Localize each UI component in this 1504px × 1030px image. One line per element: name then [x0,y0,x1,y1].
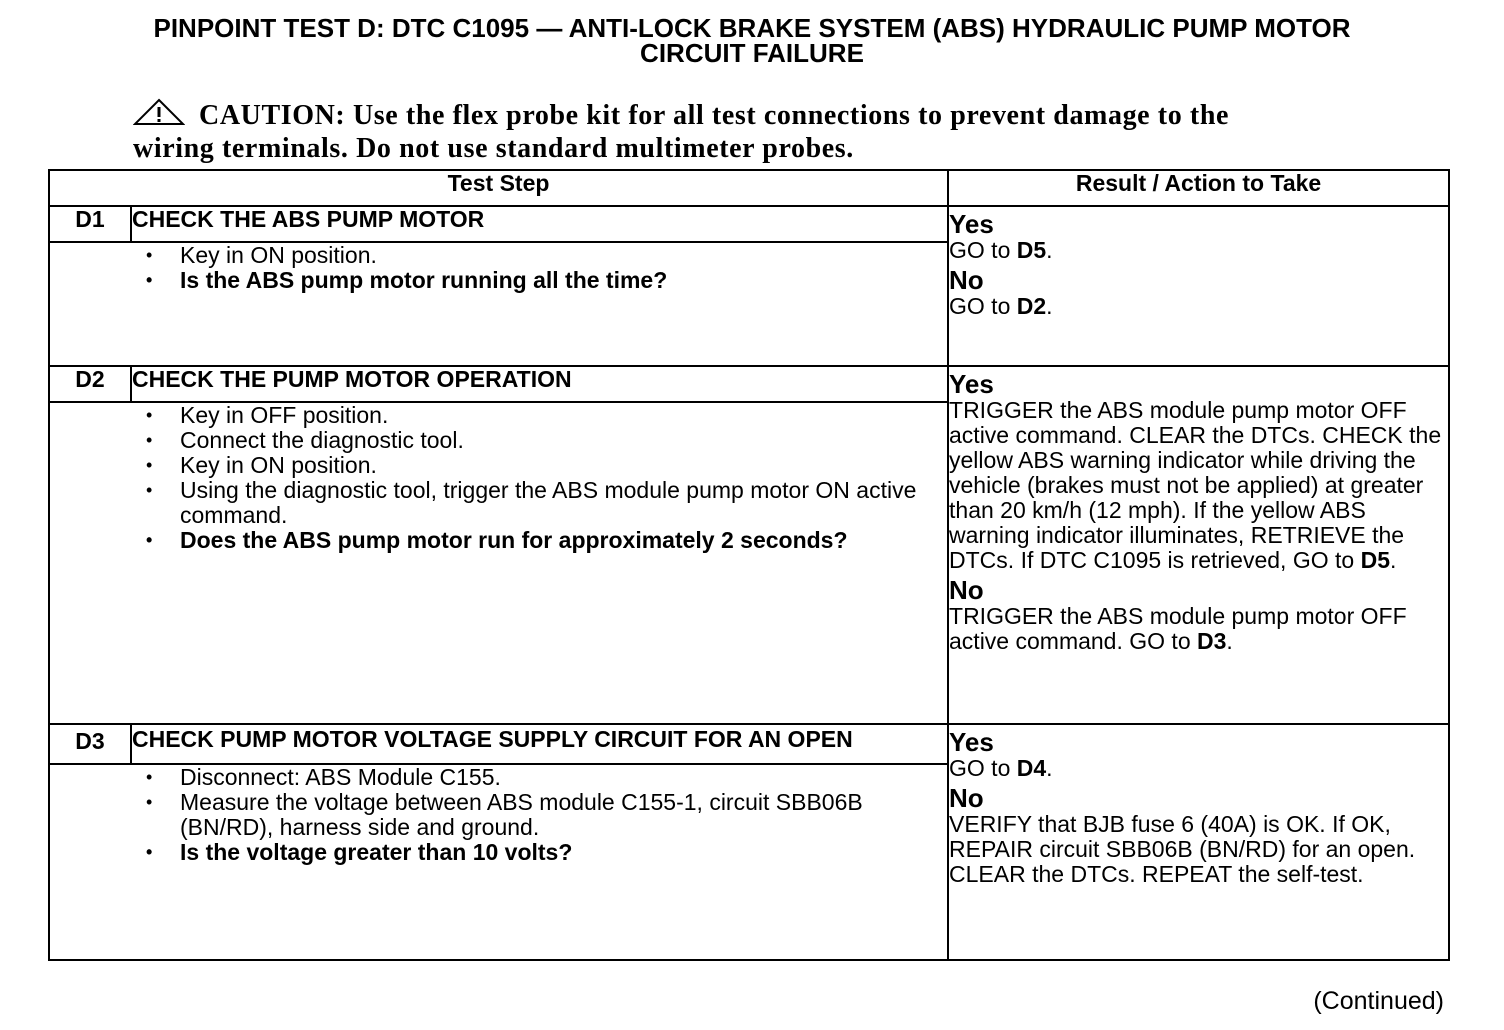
yes-label: Yes [949,727,994,757]
no-label: No [949,783,984,813]
step-result [948,724,1449,960]
no-action: GO to D2. [949,293,1053,319]
caution-note [133,98,1363,164]
pinpoint-test-table [48,169,1450,961]
page-title [0,13,1504,68]
step-result [948,366,1449,724]
step-bullet: • Key in ON position. [180,243,927,268]
yes-action: GO to D5. [949,237,1053,263]
no-label: No [949,265,984,295]
warning-triangle-icon [133,98,185,133]
step-body [49,242,948,366]
step-question: • Does the ABS pump motor run for approximately 2 seconds? [180,528,927,553]
yes-action: TRIGGER the ABS module pump motor OFF active command. CLEAR the DTCs. CHECK the yellow ABS warning indicator while driving the vehicle (brakes must not be applied) at greater than 20 km/h (12 mph). If the yellow ABS warning indicator illuminates, RETRIEVE the DTCs. If DTC C1095 is retrieved, GO to D5. [949,397,1442,573]
step-bullet: • Key in OFF position. [180,403,927,428]
no-label: No [949,575,984,605]
step-bullet: • Using the diagnostic tool, trigger the ABS module pump motor ON active command. [180,478,927,528]
step-heading: CHECK THE PUMP MOTOR OPERATION [131,366,948,402]
step-body [49,402,948,724]
step-result [948,206,1449,366]
title-line-2: CIRCUIT FAILURE [640,38,864,68]
no-action: VERIFY that BJB fuse 6 (40A) is OK. If OK, REPAIR circuit SBB06B (BN/RD) for an open. CLEAR the DTCs. REPEAT the self-test. [949,811,1416,887]
continued-label: (Continued) [1313,987,1444,1015]
step-heading: CHECK THE ABS PUMP MOTOR [131,206,948,242]
header-result-action: Result / Action to Take [948,170,1449,206]
yes-label: Yes [949,209,994,239]
title-line-1: PINPOINT TEST D: DTC C1095 — ANTI-LOCK BRAKE SYSTEM (ABS) HYDRAULIC PUMP MOTOR [153,13,1351,43]
step-id: D2 [49,366,131,402]
caution-text-line-2: wiring terminals. Do not use standard multimeter probes. [133,133,854,164]
no-action: TRIGGER the ABS module pump motor OFF active command. GO to D3. [949,603,1407,654]
step-id: D3 [49,724,131,764]
step-body [49,764,948,960]
step-heading: CHECK PUMP MOTOR VOLTAGE SUPPLY CIRCUIT FOR AN OPEN [131,724,948,764]
step-question: • Is the ABS pump motor running all the time? [180,268,927,293]
step-bullet: • Disconnect: ABS Module C155. [180,765,927,790]
yes-label: Yes [949,369,994,399]
step-bullet: • Connect the diagnostic tool. [180,428,927,453]
yes-action: GO to D4. [949,755,1053,781]
caution-text-line-1: CAUTION: Use the flex probe kit for all test connections to prevent damage to the [199,100,1230,131]
header-test-step: Test Step [49,170,948,206]
step-question: • Is the voltage greater than 10 volts? [180,840,927,865]
step-bullet: • Key in ON position. [180,453,927,478]
step-id: D1 [49,206,131,242]
step-bullet: • Measure the voltage between ABS module C155-1, circuit SBB06B (BN/RD), harness side and ground. [180,790,927,840]
